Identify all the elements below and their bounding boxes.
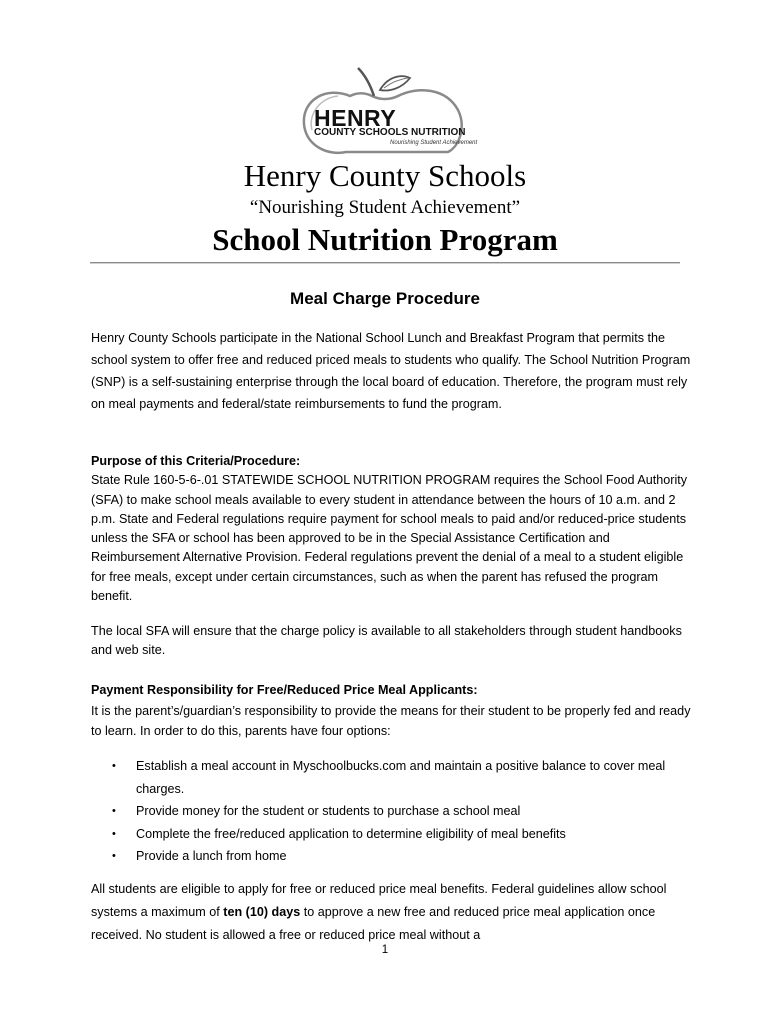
- bullet-icon: •: [112, 805, 116, 817]
- list-item: [112, 823, 692, 846]
- intro-paragraph: Henry County Schools participate in the National School Lunch and Breakfast Program that permits the school system to offer free and reduced priced meals to students who qualify. The School Nutrition Program (SNP) is a self-sustaining enterprise through the local board of education. Therefore, the program must rely on meal payments and federal/state reimbursements to fund the program.: [91, 331, 691, 411]
- payment-section: [91, 680, 691, 742]
- payment-heading: Payment Responsibility for Free/Reduced Price Meal Applicants:: [91, 683, 478, 697]
- page-number: 1: [381, 944, 389, 956]
- purpose-heading: Purpose of this Criteria/Procedure:: [91, 454, 301, 468]
- purpose-section: [91, 452, 691, 606]
- purpose-paragraph: State Rule 160-5-6-.01 STATEWIDE SCHOOL NUTRITION PROGRAM requires the School Food Authority (SFA) to make school meals available to every student in attendance between the hours of 10 a.m. and 2 p.m. State and Federal regulations require payment for school meals to paid and/or reduced-price students unless the SFA or school has been approved to be in the Special Assistance Certification and Reimbursement Alternative Provision. Federal regulations prevent the denial of a meal to a student eligible for free meals, except under certain circumstances, such as when the parent has refused the program benefit.: [91, 473, 688, 604]
- document-heading: Meal Charge Procedure: [290, 289, 480, 308]
- page-title: Henry County Schools: [243, 158, 527, 193]
- list-item: [112, 845, 692, 868]
- sfa-paragraph: The local SFA will ensure that the charge policy is available to all stakeholders through student handbooks and web site.: [91, 624, 682, 658]
- eligibility-paragraph: [91, 878, 691, 947]
- header-divider: [90, 262, 680, 264]
- eligibility-text-start: All students are eligible to apply for free or reduced price meal benefits. Federal guidelines allow school systems a maximum of: [91, 882, 667, 919]
- option-text: Establish a meal account in Myschoolbucks.com and maintain a positive balance to cover meal charges.: [136, 759, 666, 796]
- logo-subtitle: COUNTY SCHOOLS NUTRITION: [314, 127, 466, 138]
- option-text: Provide money for the student or students to purchase a school meal: [136, 804, 521, 818]
- bullet-icon: •: [112, 760, 116, 772]
- list-item: [112, 755, 692, 800]
- payment-paragraph: It is the parent’s/guardian’s responsibility to provide the means for their student to be properly fed and ready to learn. In order to do this, parents have four options:: [91, 703, 691, 738]
- bullet-icon: •: [112, 850, 116, 862]
- program-title: School Nutrition Program: [212, 222, 558, 257]
- bullet-icon: •: [112, 827, 116, 840]
- list-item: [112, 800, 692, 823]
- slogan: “Nourishing Student Achievement”: [249, 197, 521, 218]
- option-text: Provide a lunch from home: [136, 849, 287, 863]
- option-text: Complete the free/reduced application to determine eligibility of meal benefits: [136, 826, 566, 841]
- options-list: [112, 755, 692, 868]
- logo-tagline: Nourishing Student Achievement: [390, 140, 478, 146]
- eligibility-days: ten (10) days: [223, 905, 301, 919]
- logo-wordmark: HENRY: [314, 105, 397, 131]
- eligibility-text-end: to approve a new free and reduced price meal application once received. No student is allowed a free or reduced price meal without a: [91, 905, 656, 942]
